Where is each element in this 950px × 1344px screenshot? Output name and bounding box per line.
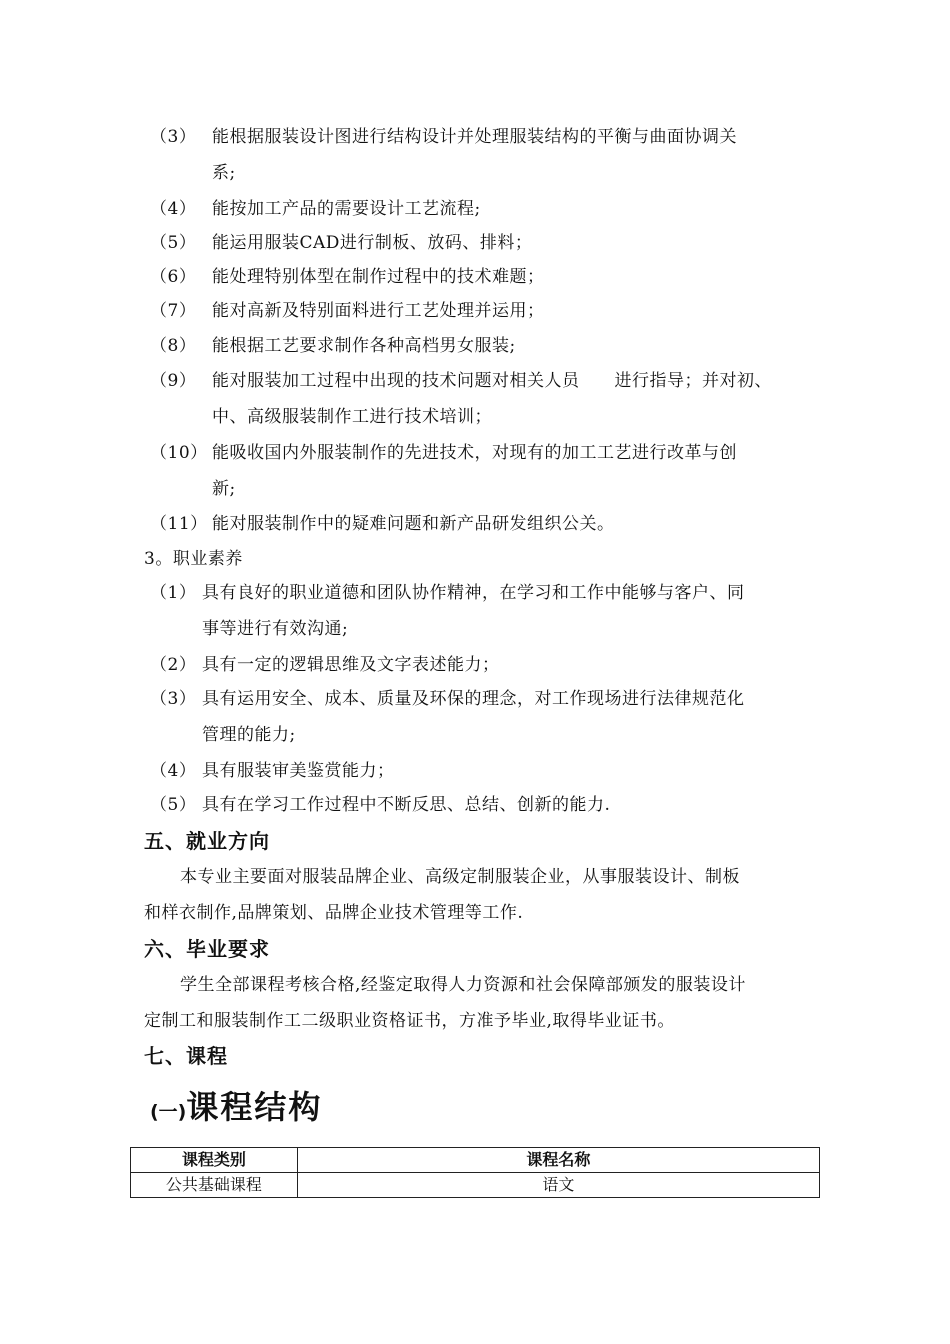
item-number: （8） — [150, 336, 197, 356]
item-number: （1） — [150, 583, 197, 603]
item-text: 能对服装加工过程中出现的技术问题对相关人员 进行指导；并对初、 — [212, 371, 772, 391]
item-number: （4） — [150, 761, 197, 781]
skill-item-10-continued: 新; — [212, 479, 236, 499]
skill-item-7 — [150, 299, 545, 323]
literacy-item-2 — [150, 653, 500, 677]
section-heading-courses: 七、课程 — [144, 1044, 228, 1068]
item-text: 能对高新及特别面料进行工艺处理并运用； — [212, 301, 545, 321]
item-text: 具有良好的职业道德和团队协作精神，在学习和工作中能够与客户、同 — [202, 583, 745, 603]
graduation-paragraph-line-1: 学生全部课程考核合格,经鉴定取得人力资源和社会保障部颁发的服装设计 — [180, 975, 746, 995]
literacy-item-1 — [150, 581, 745, 605]
item-number: （3） — [150, 127, 197, 147]
skill-item-4 — [150, 197, 481, 221]
literacy-item-3-continued: 管理的能力; — [202, 725, 296, 745]
item-number: （10） — [150, 443, 208, 463]
item-text: 能根据服装设计图进行结构设计并处理服装结构的平衡与曲面协调关 — [212, 127, 737, 147]
literacy-item-5 — [150, 793, 610, 817]
item-text: 具有运用安全、成本、质量及环保的理念，对工作现场进行法律规范化 — [202, 689, 745, 709]
item-number: （6） — [150, 267, 197, 287]
skill-item-3-continued: 系; — [212, 163, 236, 183]
item-text: 能按加工产品的需要设计工艺流程; — [212, 199, 481, 219]
skill-item-9 — [150, 369, 772, 393]
item-text: 具有服装审美鉴赏能力； — [202, 761, 395, 781]
section-heading-graduation: 六、毕业要求 — [144, 937, 270, 961]
literacy-title: 3。职业素养 — [144, 549, 243, 569]
table-cell-course-name: 语文 — [297, 1173, 819, 1198]
section-heading-employment: 五、就业方向 — [144, 829, 270, 853]
subsection-title: 课程结构 — [186, 1088, 323, 1126]
item-text: 能对服装制作中的疑难问题和新产品研发组织公关。 — [212, 514, 615, 534]
table-cell-category: 公共基础课程 — [131, 1173, 298, 1198]
item-text: 能吸收国内外服装制作的先进技术，对现有的加工工艺进行改革与创 — [212, 443, 737, 463]
item-text: 具有一定的逻辑思维及文字表述能力； — [202, 655, 500, 675]
skill-item-6 — [150, 265, 545, 289]
item-number: （5） — [150, 233, 197, 253]
skill-item-11 — [150, 512, 615, 536]
skill-item-10 — [150, 441, 737, 465]
item-number: （11） — [150, 514, 208, 534]
item-text: 具有在学习工作过程中不断反思、总结、创新的能力. — [202, 795, 611, 815]
skill-item-9-continued: 中、高级服装制作工进行技术培训； — [212, 407, 492, 427]
skill-item-8 — [150, 334, 516, 358]
item-number: （2） — [150, 655, 197, 675]
subsection-heading-course-structure — [150, 1082, 322, 1128]
literacy-item-1-continued: 事等进行有效沟通; — [202, 619, 349, 639]
item-number: （3） — [150, 689, 197, 709]
item-number: （7） — [150, 301, 197, 321]
graduation-paragraph-line-2: 定制工和服装制作工二级职业资格证书，方准予毕业,取得毕业证书。 — [144, 1011, 675, 1031]
employment-paragraph-line-2: 和样衣制作,品牌策划、品牌企业技术管理等工作. — [144, 903, 524, 923]
skill-item-5 — [150, 231, 532, 255]
item-number: （4） — [150, 199, 197, 219]
item-text: 能根据工艺要求制作各种高档男女服装; — [212, 336, 516, 356]
column-header-category: 课程类别 — [131, 1148, 298, 1173]
item-text: 能处理特别体型在制作过程中的技术难题； — [212, 267, 545, 287]
course-structure-table — [130, 1147, 820, 1198]
subsection-prefix: (一) — [150, 1101, 187, 1123]
literacy-item-4 — [150, 759, 395, 783]
item-number: （9） — [150, 371, 197, 391]
item-text: 能运用服装CAD进行制板、放码、排料； — [212, 233, 533, 253]
column-header-course-name: 课程名称 — [297, 1148, 819, 1173]
table-header-row — [131, 1148, 820, 1173]
item-number: （5） — [150, 795, 197, 815]
employment-paragraph-line-1: 本专业主要面对服装品牌企业、高级定制服装企业，从事服装设计、制板 — [180, 867, 740, 887]
literacy-item-3 — [150, 687, 745, 711]
skill-item-3 — [150, 125, 737, 149]
table-row — [131, 1173, 820, 1198]
